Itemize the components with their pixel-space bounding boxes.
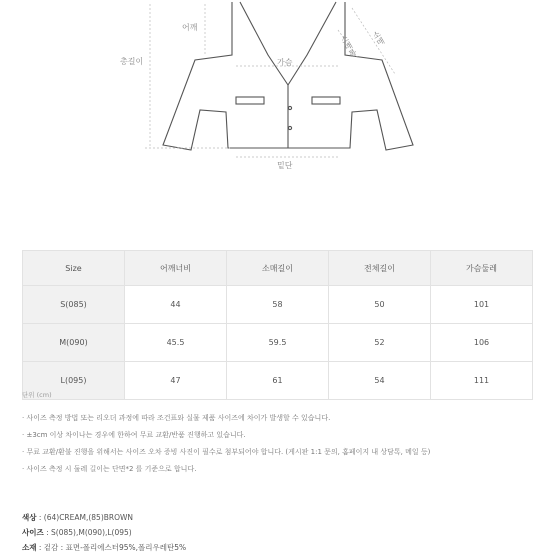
cell-value: 61 — [227, 362, 329, 400]
table-row — [23, 286, 533, 324]
label-sleeve-width: 소매통 — [338, 33, 359, 59]
header-size: Size — [23, 251, 125, 286]
cell-value: 111 — [431, 362, 533, 400]
label-hem: 밑단 — [277, 161, 293, 170]
measurement-diagram — [0, 0, 554, 205]
product-info — [22, 511, 186, 556]
info-key: 사이즈 — [22, 528, 44, 537]
cell-value: 44 — [125, 286, 227, 324]
info-value: : (64)CREAM,(85)BROWN — [36, 513, 134, 522]
cell-value: 101 — [431, 286, 533, 324]
notes-list — [22, 412, 430, 480]
note-item: · 사이즈 측정 시 둘레 길이는 단면*2 를 기준으로 합니다. — [22, 465, 197, 473]
label-total-length: 총길이 — [120, 57, 144, 66]
cell-value: 58 — [227, 286, 329, 324]
cell-value: 54 — [329, 362, 431, 400]
jacket-outline — [0, 0, 554, 205]
header-chest: 가슴둘레 — [431, 251, 533, 286]
unit-note: 단위 (cm) — [22, 391, 52, 399]
info-key: 소재 — [22, 543, 37, 552]
row-size: S(085) — [23, 286, 125, 324]
info-value: : S(085),M(090),L(095) — [43, 528, 132, 537]
header-total-length: 전체길이 — [329, 251, 431, 286]
info-key: 색상 — [22, 513, 37, 522]
cell-value: 50 — [329, 286, 431, 324]
info-color — [22, 511, 186, 526]
note-item: · 사이즈 측정 방법 또는 리오더 과정에 따라 조건표와 실물 제품 사이즈에 차이가 발생할 수 있습니다. — [22, 414, 331, 422]
note-item: · ±3cm 이상 차이나는 경우에 한하여 무료 교환/반품 진행하고 있습니다. — [22, 431, 246, 439]
row-size: M(090) — [23, 324, 125, 362]
note-item: · 무료 교환/환불 진행을 위해서는 사이즈 오차 증빙 사진이 필수로 첨부되어야 합니다. (게시판 1:1 문의, 홈페이지 내 상담톡, 메일 등) — [22, 448, 431, 456]
table-row — [23, 362, 533, 400]
header-shoulder-width: 어깨너비 — [125, 251, 227, 286]
cell-value: 45.5 — [125, 324, 227, 362]
table-row — [23, 324, 533, 362]
header-sleeve-length: 소매길이 — [227, 251, 329, 286]
info-size — [22, 526, 186, 541]
label-shoulder: 어깨 — [182, 23, 198, 32]
label-sleeve: 소매 — [370, 28, 387, 48]
label-chest: 가슴 — [277, 58, 293, 67]
row-size: L(095) — [23, 362, 125, 400]
cell-value: 52 — [329, 324, 431, 362]
cell-value: 59.5 — [227, 324, 329, 362]
table-header-row — [23, 251, 533, 286]
cell-value: 47 — [125, 362, 227, 400]
cell-value: 106 — [431, 324, 533, 362]
info-value: : 겉감 : 표면-폴리에스터95%,폴리우레탄5% — [36, 543, 187, 552]
size-table — [22, 250, 533, 400]
